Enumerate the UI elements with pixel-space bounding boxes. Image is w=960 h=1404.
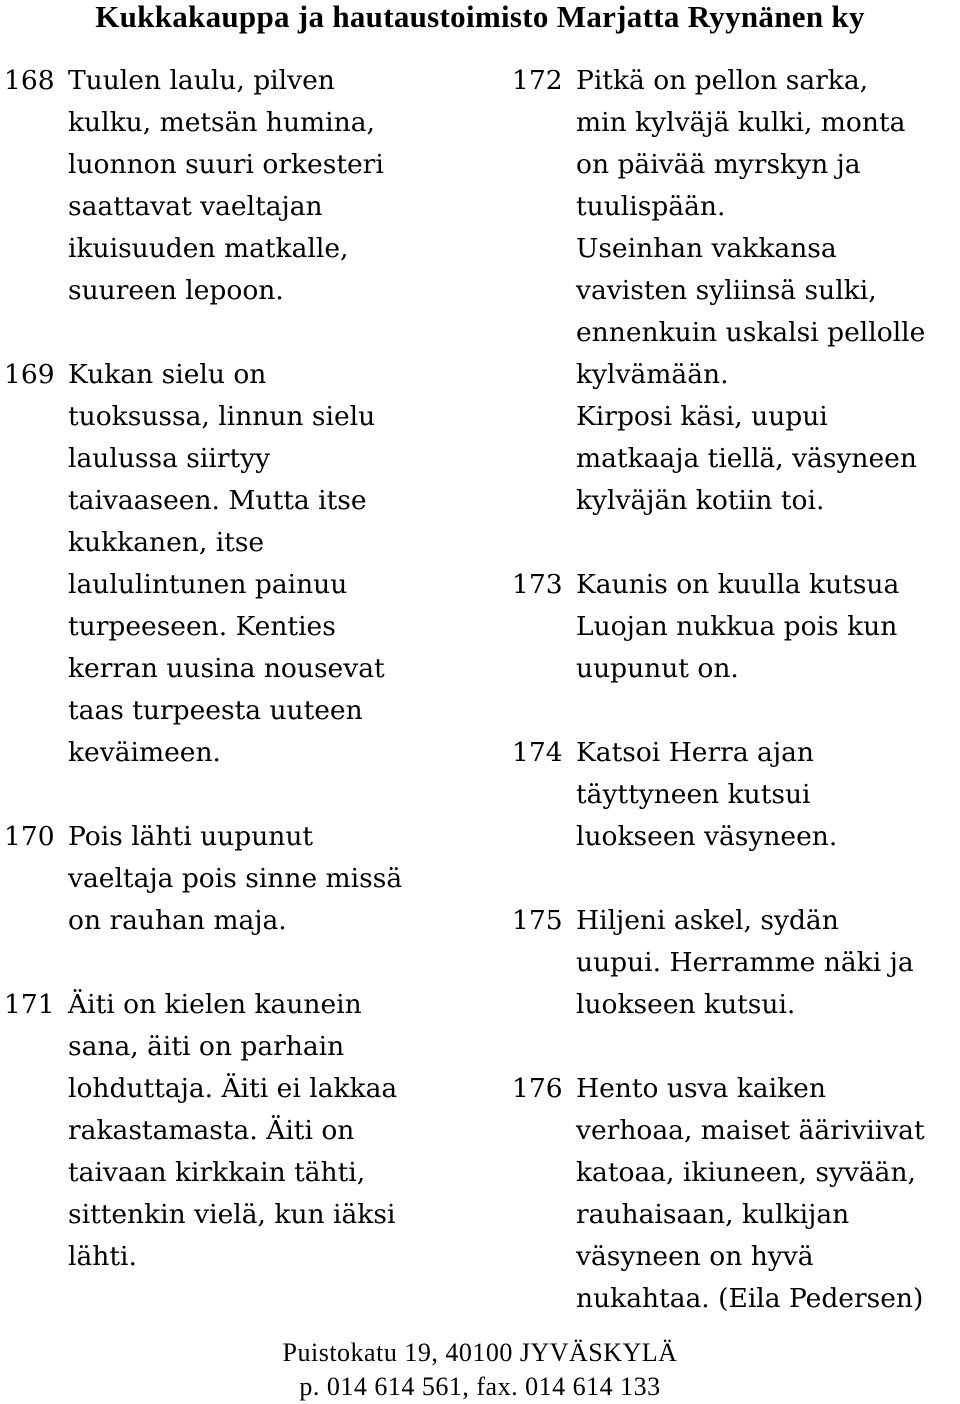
verse-line: verhoaa, maiset ääriviivat: [576, 1115, 925, 1146]
verse-line: lohduttaja. Äiti ei lakkaa: [68, 1073, 398, 1104]
verse-172: [512, 60, 960, 522]
verse-number: 168: [4, 65, 55, 96]
verses-right-column: [512, 60, 960, 1320]
verse-169: [4, 354, 474, 774]
verse-line: taas turpeesta uuteen: [68, 695, 363, 726]
verse-line: Hiljeni askel, sydän: [576, 905, 839, 936]
verse-line: Kaunis on kuulla kutsua: [576, 569, 900, 600]
verse-line: luokseen väsyneen.: [576, 821, 838, 852]
verse-line: vavisten syliinsä sulki,: [576, 275, 877, 306]
verse-line: ikuisuuden matkalle,: [68, 233, 349, 264]
verse-number: 171: [4, 989, 55, 1020]
verse-174: [512, 732, 960, 858]
verse-168: [4, 60, 474, 312]
verse-173: [512, 564, 960, 690]
verse-line: tuulispään.: [576, 191, 726, 222]
verse-line: Äiti on kielen kaunein: [68, 989, 362, 1020]
verse-number: 170: [4, 821, 55, 852]
verse-line: saattavat vaeltajan: [68, 191, 323, 222]
verse-line: on rauhan maja.: [68, 905, 287, 936]
verse-171: [4, 984, 474, 1278]
verse-175: [512, 900, 960, 1026]
verse-text: [576, 564, 960, 690]
verse-line: Luojan nukkua pois kun: [576, 611, 898, 642]
verse-line: Useinhan vakkansa: [576, 233, 837, 264]
verse-line: vaeltaja pois sinne missä: [68, 863, 403, 894]
verse-number: 174: [512, 737, 563, 768]
verse-line: laulussa siirtyy: [68, 443, 271, 474]
verse-line: kylvämään.: [576, 359, 729, 390]
verse-line: uupunut on.: [576, 653, 739, 684]
verse-line: kerran uusina nousevat: [68, 653, 385, 684]
verse-number: 175: [512, 905, 563, 936]
verse-line: laululintunen painuu: [68, 569, 348, 600]
verse-text: [576, 1068, 960, 1320]
verse-line: taivaan kirkkain tähti,: [68, 1157, 366, 1188]
verse-170: [4, 816, 474, 942]
footer-phone: p. 014 614 561, fax. 014 614 133: [299, 1372, 661, 1401]
verse-text: [68, 984, 474, 1278]
verse-number: 176: [512, 1073, 563, 1104]
verse-line: luonnon suuri orkesteri: [68, 149, 384, 180]
verse-text: [68, 354, 474, 774]
verse-line: Pois lähti uupunut: [68, 821, 314, 852]
verse-line: rauhaisaan, kulkijan: [576, 1199, 850, 1230]
verse-line: suureen lepoon.: [68, 275, 284, 306]
verse-line: ennenkuin uskalsi pellolle: [576, 317, 926, 348]
verse-line: kylväjän kotiin toi.: [576, 485, 825, 516]
contact-footer: [240, 1336, 720, 1404]
verse-line: Pitkä on pellon sarka,: [576, 65, 869, 96]
verse-number: 169: [4, 359, 55, 390]
verse-line: sittenkin vielä, kun iäksi: [68, 1199, 396, 1230]
footer-address: Puistokatu 19, 40100 JYVÄSKYLÄ: [282, 1338, 678, 1367]
verse-line: rakastamasta. Äiti on: [68, 1115, 355, 1146]
verse-line: nukahtaa. (Eila Pedersen): [576, 1283, 924, 1314]
verse-text: [68, 60, 474, 312]
verse-line: on päivää myrskyn ja: [576, 149, 861, 180]
verse-line: min kylväjä kulki, monta: [576, 107, 906, 138]
verse-line: väsyneen on hyvä: [576, 1241, 814, 1272]
verse-line: sana, äiti on parhain: [68, 1031, 345, 1062]
verse-text: [576, 900, 960, 1026]
verse-line: täyttyneen kutsui: [576, 779, 811, 810]
verse-line: uupui. Herramme näki ja: [576, 947, 914, 978]
verse-number: 173: [512, 569, 563, 600]
verse-line: kulku, metsän humina,: [68, 107, 375, 138]
verses-left-column: [4, 60, 474, 1278]
verse-line: lähti.: [68, 1241, 137, 1272]
verse-text: [576, 732, 960, 858]
verse-text: [68, 816, 474, 942]
verse-176: [512, 1068, 960, 1320]
verse-text: [576, 60, 960, 522]
verse-line: katoaa, ikiuneen, syvään,: [576, 1157, 916, 1188]
verse-line: turpeeseen. Kenties: [68, 611, 336, 642]
verse-line: Hento usva kaiken: [576, 1073, 826, 1104]
verse-line: kukkanen, itse: [68, 527, 265, 558]
verse-line: taivaaseen. Mutta itse: [68, 485, 367, 516]
verse-line: Kukan sielu on: [68, 359, 267, 390]
verse-line: Tuulen laulu, pilven: [68, 65, 335, 96]
verse-line: tuoksussa, linnun sielu: [68, 401, 376, 432]
verse-line: Kirposi käsi, uupui: [576, 401, 828, 432]
verse-line: keväimeen.: [68, 737, 221, 768]
verse-number: 172: [512, 65, 563, 96]
page-title: Kukkakauppa ja hautaustoimisto Marjatta Ryynänen ky: [95, 0, 865, 34]
verse-line: matkaaja tiellä, väsyneen: [576, 443, 917, 474]
verse-line: Katsoi Herra ajan: [576, 737, 814, 768]
verse-line: luokseen kutsui.: [576, 989, 796, 1020]
